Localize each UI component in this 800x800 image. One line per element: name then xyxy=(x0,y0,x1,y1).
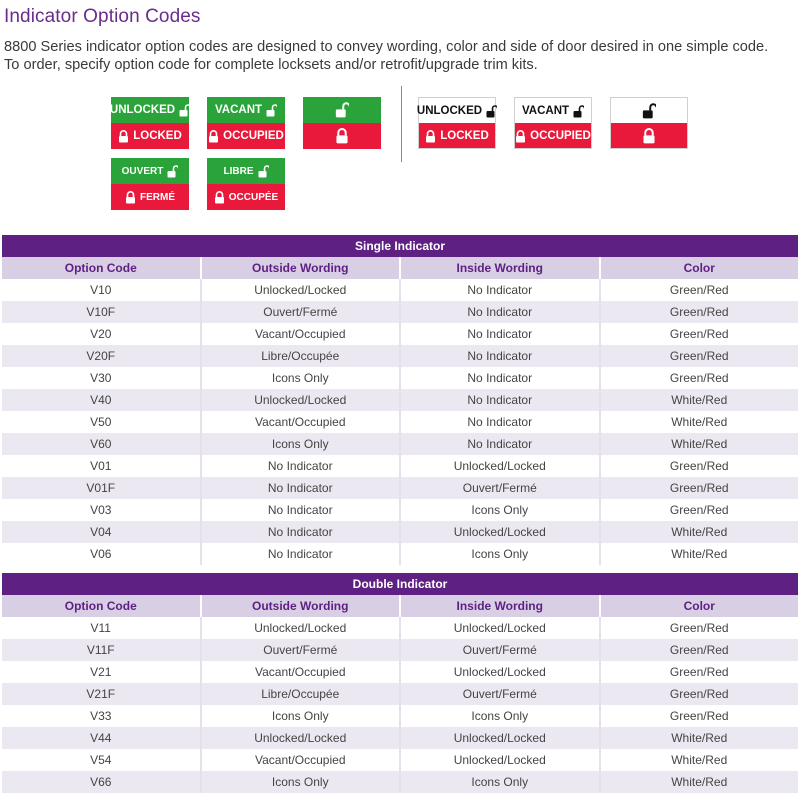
table-cell: Icons Only xyxy=(202,433,402,455)
badge-label: LOCKED xyxy=(440,129,489,142)
table-cell: Green/Red xyxy=(669,459,729,473)
table-cell: Icons Only xyxy=(401,771,601,793)
table-cell: V21F xyxy=(2,683,202,705)
table-row xyxy=(2,499,798,521)
badge-label: UNLOCKED xyxy=(109,104,176,116)
column-header: Inside Wording xyxy=(401,595,601,617)
table-cell: No Indicator xyxy=(202,455,402,477)
table-cell: Unlocked/Locked xyxy=(401,521,601,543)
badge-unlocked-locked-white xyxy=(418,97,496,149)
lock-icon xyxy=(425,130,436,142)
unlock-icon xyxy=(258,165,269,177)
table-cell: V50 xyxy=(2,411,202,433)
badge-label: LIBRE xyxy=(223,165,254,177)
intro-text xyxy=(4,38,800,74)
column-header: Color xyxy=(683,599,715,613)
table-cell: Unlocked/Locked xyxy=(202,279,402,301)
table-row xyxy=(2,683,798,705)
table-cell: Unlocked/Locked xyxy=(401,617,601,639)
table-cell: V21 xyxy=(2,661,202,683)
table-cell: Icons Only xyxy=(202,367,402,389)
table-cell: V44 xyxy=(2,727,202,749)
table-cell: V54 xyxy=(2,749,202,771)
table-row xyxy=(2,367,798,389)
table-cell: V01F xyxy=(2,477,202,499)
table-cell: Unlocked/Locked xyxy=(202,727,402,749)
table-cell: No Indicator xyxy=(401,301,601,323)
table-cell: Icons Only xyxy=(401,705,601,727)
table-cell: Ouvert/Fermé xyxy=(202,301,402,323)
table-row xyxy=(2,617,798,639)
badge-vacant-occupied-white xyxy=(514,97,592,149)
badge-icons-only-green xyxy=(303,97,381,149)
table-cell: Green/Red xyxy=(669,349,729,363)
table-cell: Green/Red xyxy=(669,665,729,679)
table-cell: Libre/Occupée xyxy=(202,683,402,705)
table-cell: Icons Only xyxy=(401,543,601,565)
badge-ouvert-ferme-green xyxy=(111,158,189,210)
table-heading: Double Indicator xyxy=(2,573,798,595)
table-cell: Vacant/Occupied xyxy=(202,749,402,771)
table-row xyxy=(2,477,798,499)
single-indicator-table xyxy=(2,235,798,565)
table-cell: Unlocked/Locked xyxy=(202,617,402,639)
column-header: Outside Wording xyxy=(202,257,402,279)
table-cell: No Indicator xyxy=(401,433,601,455)
double-indicator-table xyxy=(2,573,798,793)
page-title: Indicator Option Codes xyxy=(4,6,201,27)
table-row xyxy=(2,521,798,543)
table-cell: Ouvert/Fermé xyxy=(202,639,402,661)
table-cell: No Indicator xyxy=(401,367,601,389)
table-cell: V11F xyxy=(2,639,202,661)
table-row xyxy=(2,543,798,565)
table-cell: V40 xyxy=(2,389,202,411)
table-row xyxy=(2,279,798,301)
table-cell: Ouvert/Fermé xyxy=(401,639,601,661)
table-cell: White/Red xyxy=(671,753,728,767)
lock-icon xyxy=(208,130,219,142)
table-cell: Vacant/Occupied xyxy=(202,661,402,683)
table-cell: Ouvert/Fermé xyxy=(401,683,601,705)
table-cell: Libre/Occupée xyxy=(202,345,402,367)
table-cell: V10F xyxy=(2,301,202,323)
badge-label: VACANT xyxy=(214,104,263,116)
table-cell: Green/Red xyxy=(669,621,729,635)
unlock-icon xyxy=(642,103,656,119)
lock-icon xyxy=(335,128,349,144)
table-cell: V04 xyxy=(2,521,202,543)
table-cell: Green/Red xyxy=(669,709,729,723)
table-cell: Unlocked/Locked xyxy=(202,389,402,411)
table-cell: No Indicator xyxy=(202,543,402,565)
table-cell: Vacant/Occupied xyxy=(202,411,402,433)
table-cell: White/Red xyxy=(671,775,728,789)
table-row xyxy=(2,345,798,367)
table-cell: No Indicator xyxy=(401,345,601,367)
table-row xyxy=(2,301,798,323)
table-cell: White/Red xyxy=(671,525,728,539)
badge-unlocked-locked-green xyxy=(111,97,189,149)
badge-label: OUVERT xyxy=(121,165,164,177)
table-cell: No Indicator xyxy=(401,411,601,433)
intro-line-2: To order, specify option code for complete locksets and/or retrofit/upgrade trim kits. xyxy=(4,57,538,73)
table-cell: Green/Red xyxy=(669,503,729,517)
table-cell: No Indicator xyxy=(202,477,402,499)
badge-label: LOCKED xyxy=(133,130,182,142)
table-row xyxy=(2,661,798,683)
column-header: Color xyxy=(683,261,715,275)
table-cell: V06 xyxy=(2,543,202,565)
table-cell: V66 xyxy=(2,771,202,793)
column-header: Option Code xyxy=(2,595,202,617)
table-heading: Single Indicator xyxy=(2,235,798,257)
table-row xyxy=(2,411,798,433)
table-cell: White/Red xyxy=(671,437,728,451)
table-row xyxy=(2,433,798,455)
badge-label: UNLOCKED xyxy=(416,104,483,117)
table-cell: No Indicator xyxy=(401,389,601,411)
table-cell: White/Red xyxy=(671,731,728,745)
table-cell: V03 xyxy=(2,499,202,521)
column-header: Option Code xyxy=(2,257,202,279)
table-row xyxy=(2,705,798,727)
badge-vacant-occupied-green xyxy=(207,97,285,149)
badge-label: VACANT xyxy=(521,104,570,117)
table-cell: V20F xyxy=(2,345,202,367)
lock-icon xyxy=(118,130,129,142)
column-header: Outside Wording xyxy=(202,595,402,617)
table-cell: V33 xyxy=(2,705,202,727)
table-row xyxy=(2,455,798,477)
unlock-icon xyxy=(167,165,178,177)
table-row xyxy=(2,771,798,793)
table-cell: No Indicator xyxy=(202,521,402,543)
unlock-icon xyxy=(179,104,190,116)
lock-icon xyxy=(125,191,136,203)
table-cell: Unlocked/Locked xyxy=(401,727,601,749)
table-cell: Unlocked/Locked xyxy=(401,455,601,477)
table-cell: White/Red xyxy=(671,547,728,561)
badge-label: OCCUPIED xyxy=(530,129,591,142)
lock-icon xyxy=(642,128,656,144)
table-cell: Vacant/Occupied xyxy=(202,323,402,345)
table-row xyxy=(2,639,798,661)
table-cell: Unlocked/Locked xyxy=(401,749,601,771)
badge-label: OCCUPIED xyxy=(223,130,284,142)
table-body xyxy=(2,617,798,793)
table-cell: Green/Red xyxy=(669,481,729,495)
unlock-icon xyxy=(573,105,584,117)
table-cell: V20 xyxy=(2,323,202,345)
unlock-icon xyxy=(266,104,277,116)
lock-icon xyxy=(214,191,225,203)
table-cell: Green/Red xyxy=(669,305,729,319)
table-cell: V60 xyxy=(2,433,202,455)
table-row xyxy=(2,749,798,771)
unlock-icon xyxy=(486,105,497,117)
table-cell: No Indicator xyxy=(401,279,601,301)
column-header-row xyxy=(2,257,798,279)
column-header-row xyxy=(2,595,798,617)
table-cell: White/Red xyxy=(671,393,728,407)
column-header: Inside Wording xyxy=(401,257,601,279)
unlock-icon xyxy=(335,102,349,118)
table-cell: Icons Only xyxy=(401,499,601,521)
table-cell: Green/Red xyxy=(669,371,729,385)
table-cell: V01 xyxy=(2,455,202,477)
table-cell: V10 xyxy=(2,279,202,301)
table-cell: Icons Only xyxy=(202,771,402,793)
badge-label: FERMÉ xyxy=(140,191,175,203)
table-cell: Green/Red xyxy=(669,643,729,657)
table-row xyxy=(2,323,798,345)
table-row xyxy=(2,389,798,411)
badge-label: OCCUPÉE xyxy=(228,191,279,203)
table-body xyxy=(2,279,798,565)
table-cell: No Indicator xyxy=(401,323,601,345)
table-row xyxy=(2,727,798,749)
badge-libre-occupee-green xyxy=(207,158,285,210)
badge-divider xyxy=(401,86,402,162)
table-cell: Green/Red xyxy=(669,283,729,297)
table-cell: Icons Only xyxy=(202,705,402,727)
badge-icons-only-white xyxy=(610,97,688,149)
table-cell: V11 xyxy=(2,617,202,639)
table-cell: White/Red xyxy=(671,415,728,429)
table-cell: Green/Red xyxy=(669,687,729,701)
table-cell: V30 xyxy=(2,367,202,389)
table-cell: Ouvert/Fermé xyxy=(401,477,601,499)
table-cell: Unlocked/Locked xyxy=(401,661,601,683)
intro-line-1: 8800 Series indicator option codes are designed to convey wording, color and side of door desired in one simple code. xyxy=(4,39,769,55)
table-cell: Green/Red xyxy=(669,327,729,341)
table-cell: No Indicator xyxy=(202,499,402,521)
lock-icon xyxy=(515,130,526,142)
